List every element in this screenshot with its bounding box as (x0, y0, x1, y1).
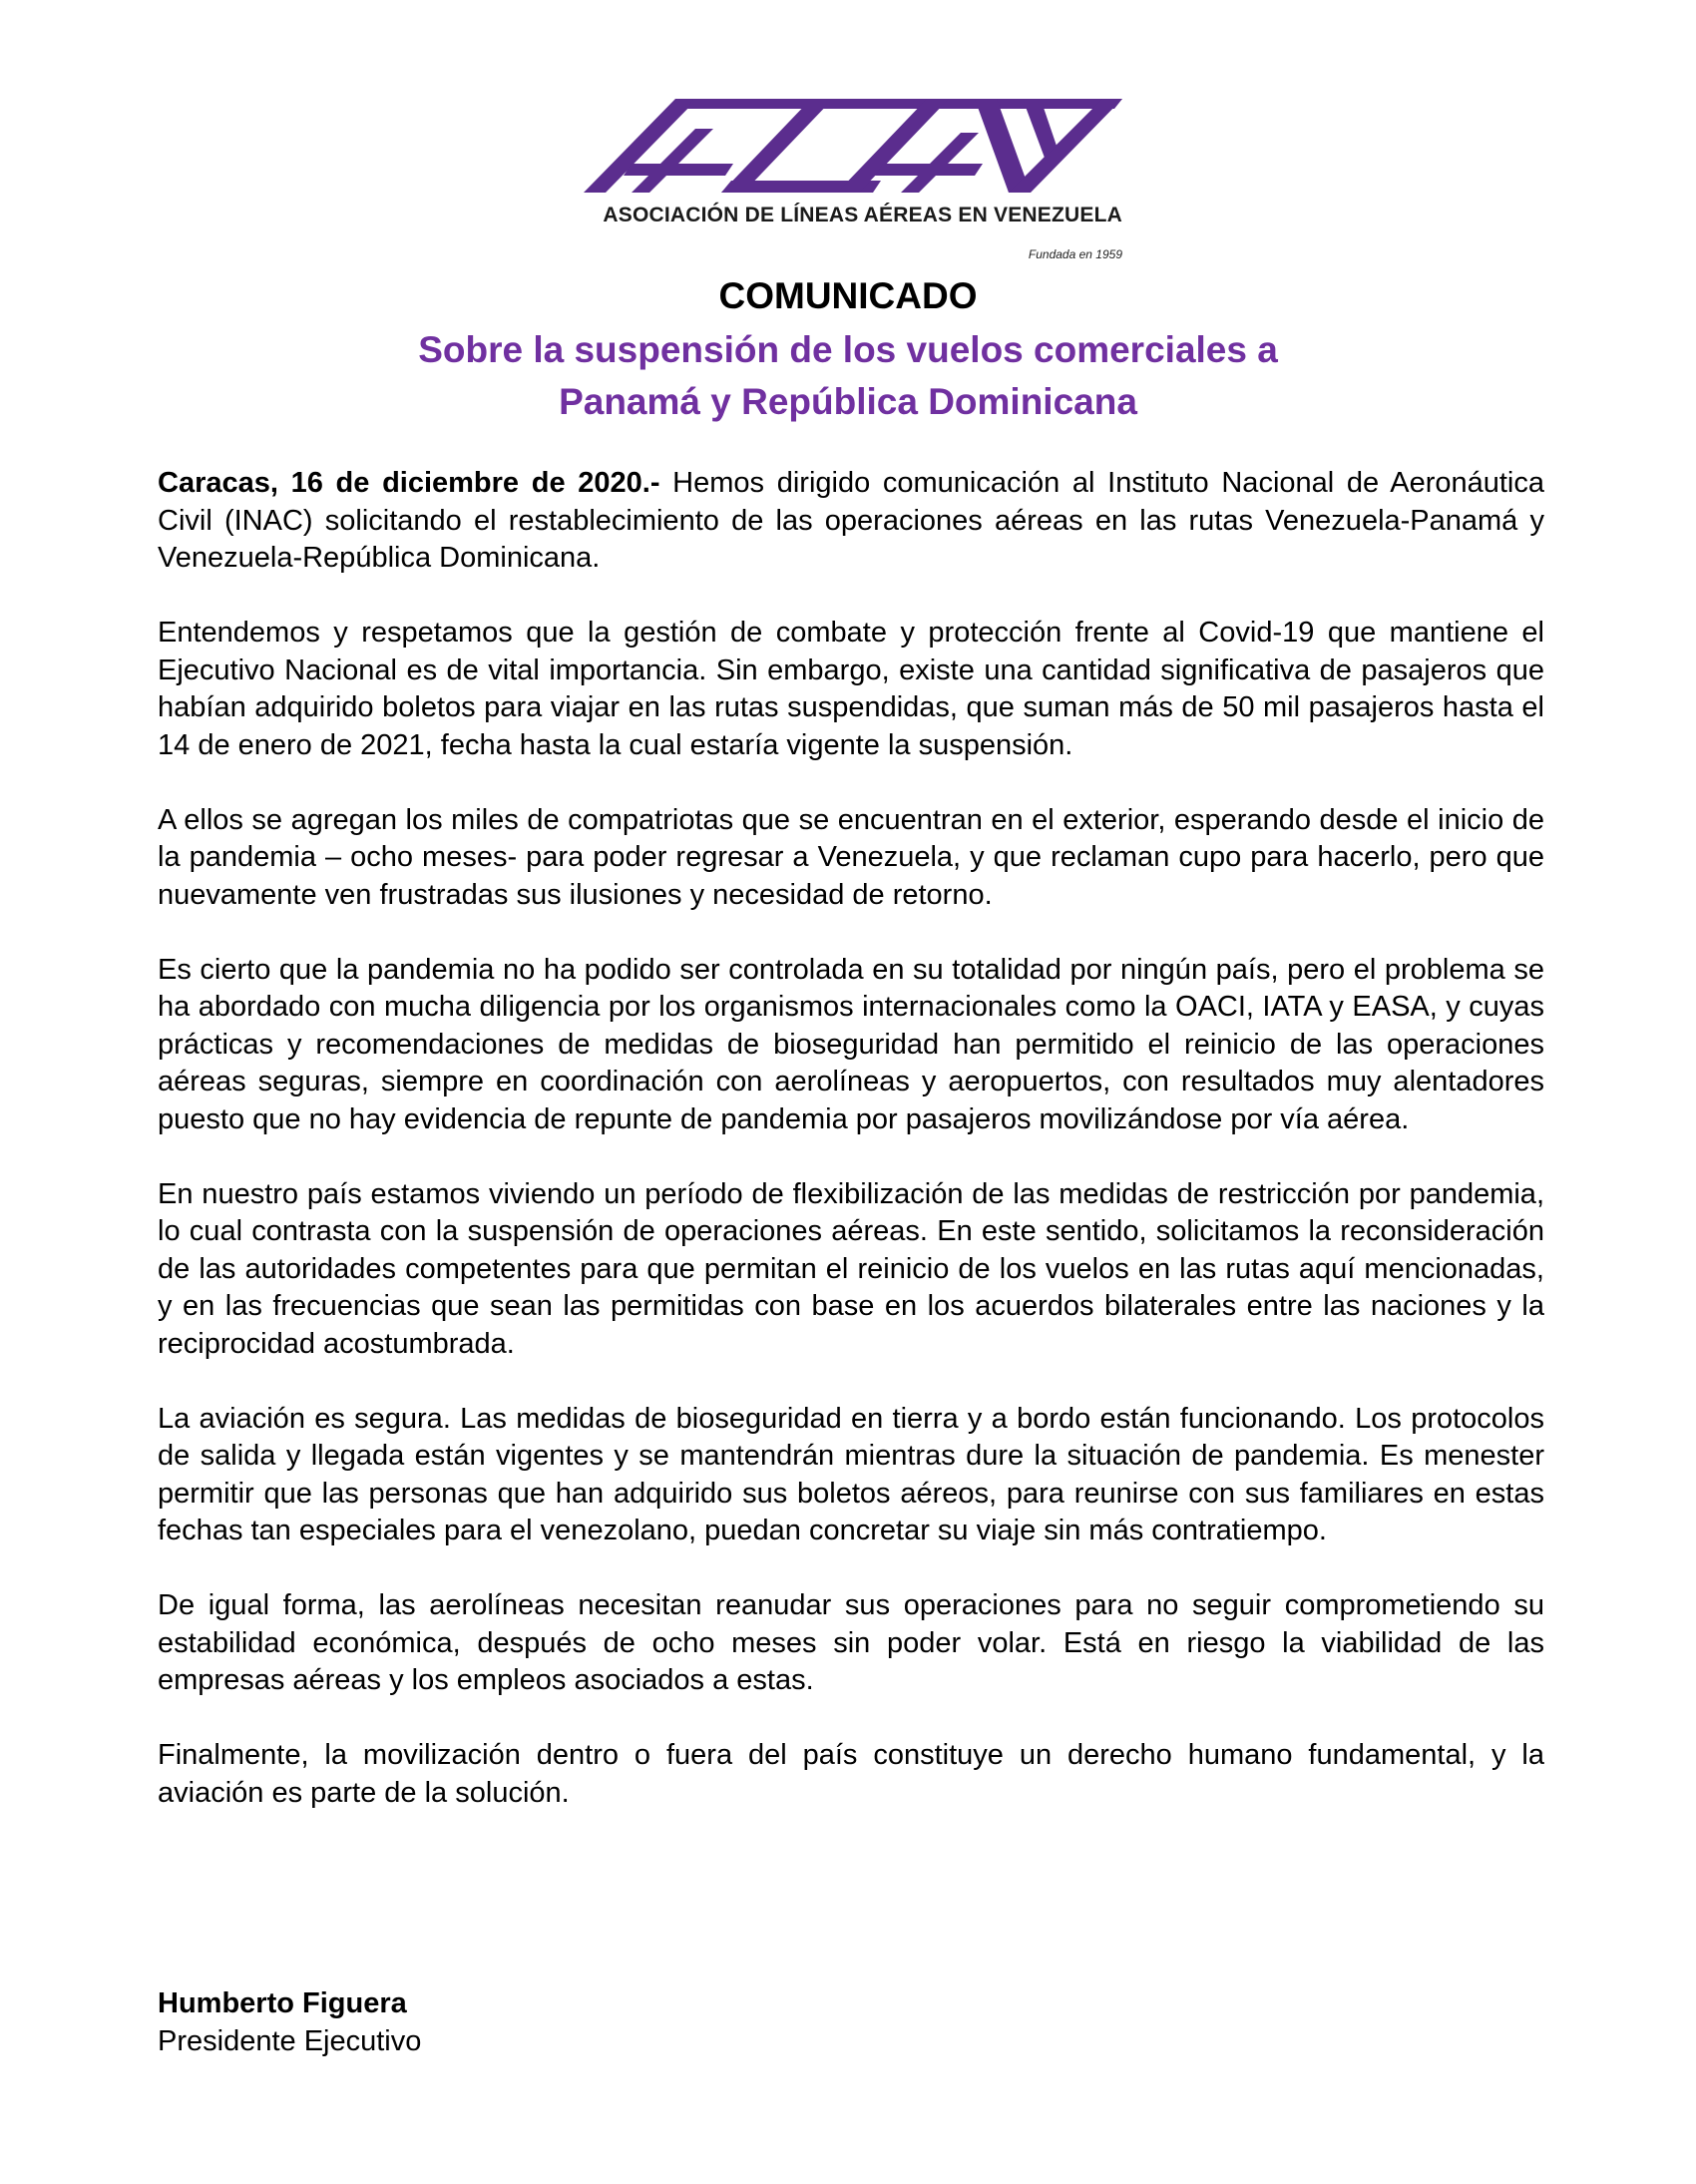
paragraph-4: Es cierto que la pandemia no ha podido ser controlada en su totalidad por ningún país, pero el problema se ha abordado con mucha diligencia por los organismos internacionales como la OACI, IATA y EASA, y cuyas prácticas y recomendaciones de medidas de bioseguridad han permitido el reinicio de las operaciones aéreas seguras, siempre en coordinación con aerolíneas y aeropuertos, con resultados muy alentadores puesto que no hay evidencia de repunte de pandemia por pasajeros movilizándose por vía aérea. (158, 953, 1544, 1135)
paragraph-1 (158, 465, 1544, 578)
paragraph-2: Entendemos y respetamos que la gestión de combate y protección frente al Covid-19 que mantiene el Ejecutivo Nacional es de vital importancia. Sin embargo, existe una cantidad significativa de pasajeros que habían adquirido boletos para viajar en las rutas suspendidas, que suman más de 50 mil pasajeros hasta el 14 de enero de 2021, fecha hasta la cual estaría vigente la suspensión. (158, 617, 1544, 761)
signatory-title: Presidente Ejecutivo (158, 2024, 422, 2057)
logo (584, 96, 1122, 265)
founded-year: Fundada en 1959 (1028, 247, 1122, 261)
paragraph-3: A ellos se agregan los miles de compatriotas que se encuentran en el exterior, esperando desde el inicio de la pandemia – ocho meses- para poder regresar a Venezuela, y que reclaman cupo para hacerlo, pero que nuevamente ven frustradas sus ilusiones y necesidad de retorno. (158, 803, 1544, 911)
alav-logo-mark (584, 96, 1122, 198)
document-subtitle-line-1: Sobre la suspensión de los vuelos comerciales a (418, 329, 1278, 370)
signatory-name: Humberto Figuera (158, 1987, 407, 2019)
paragraph-8: Finalmente, la movilización dentro o fuera del país constituye un derecho humano fundamental, y la aviación es parte de la solución. (158, 1739, 1544, 1809)
paragraph-5: En nuestro país estamos viviendo un período de flexibilización de las medidas de restricción por pandemia, lo cual contrasta con la suspensión de operaciones aéreas. En este sentido, solicitamos la reconsideración de las autoridades competentes para que permitan el reinicio de los vuelos en las rutas aquí mencionadas, y en las frecuencias que sean las permitidas con base en los acuerdos bilaterales entre las naciones y la reciprocidad acostumbrada. (158, 1177, 1544, 1360)
document-subtitle-line-2: Panamá y República Dominicana (559, 381, 1137, 422)
signature-block (158, 1985, 421, 2060)
paragraph-6: La aviación es segura. Las medidas de bioseguridad en tierra y a bordo están funcionando. Los protocolos de salida y llegada están vigentes y se mantendrán mientras dure la situación de pandemia. Es menester permitir que las personas que han adquirido sus boletos aéreos, para reunirse con sus familiares en estas fechas tan especiales para el venezolano, puedan concretar su viaje sin más contratiempo. (158, 1402, 1544, 1546)
paragraph-1-text: Hemos dirigido comunicación al Instituto Nacional de Aeronáutica Civil (INAC) solicitando el restablecimiento de las operaciones aéreas en las rutas Venezuela-Panamá y Venezuela-República Dominicana. (158, 467, 1544, 574)
organization-name: ASOCIACIÓN DE LÍNEAS AÉREAS EN VENEZUELA (603, 204, 1122, 226)
document-body (158, 465, 1544, 1850)
paragraph-7: De igual forma, las aerolíneas necesitan reanudar sus operaciones para no seguir comprometiendo su estabilidad económica, después de ocho meses sin poder volar. Está en riesgo la viabilidad de las empresas aéreas y los empleos asociados a estas. (158, 1589, 1544, 1696)
dateline: Caracas, 16 de diciembre de 2020.- (158, 467, 660, 499)
document-title: COMUNICADO (718, 275, 978, 316)
